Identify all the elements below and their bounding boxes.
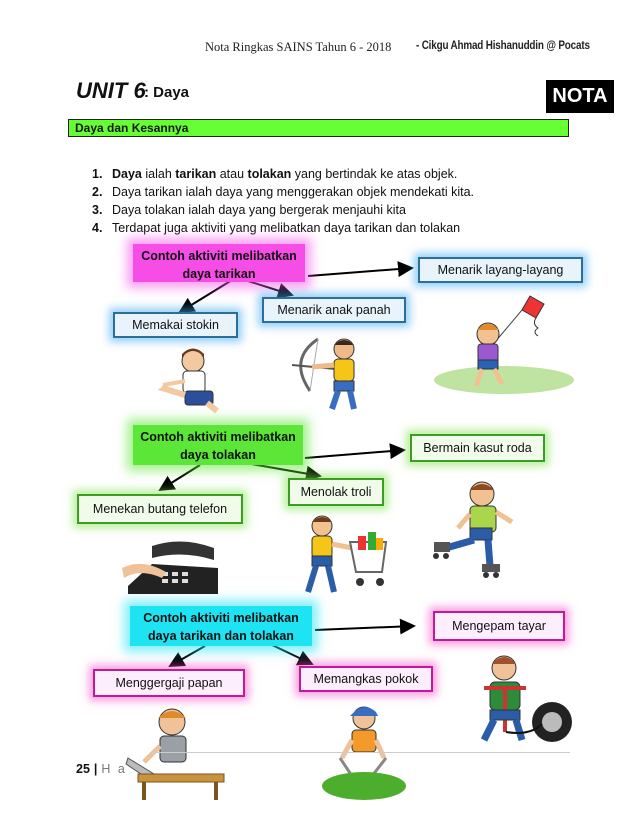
label-menggergaji-papan: Menggergaji papan [93,669,245,697]
archer-boy-illustration [288,335,368,415]
arrow-to-layang [308,268,412,276]
socks-boy-illustration [145,345,225,415]
page-separator: | [93,762,98,776]
section-heading: Daya dan Kesannya [68,119,569,137]
arrow-to-kasut [305,450,404,458]
list-text: Daya tarikan ialah daya yang menggerakan objek mendekati kita. [112,185,475,199]
footer-rule [150,752,570,753]
trolley-boy-illustration [300,512,395,602]
arrow-to-telefon [160,465,200,490]
header-line: Contoh aktiviti melibatkan [141,249,297,263]
label-menolak-troli: Menolak troli [288,478,384,506]
label-memangkas-pokok: Memangkas pokok [299,666,433,692]
label-menarik-layang: Menarik layang-layang [418,257,583,283]
label-butang-telefon: Menekan butang telefon [77,494,243,524]
label-mengepam-tayar: Mengepam tayar [433,611,565,641]
kite-boy-illustration [432,292,577,392]
nota-badge: NOTA [546,80,614,113]
header-kedua [130,606,312,646]
header-line: daya tarikan dan tolakan [148,629,294,643]
arrow-to-pokok [270,644,312,664]
unit-title: UNIT 6 [76,78,146,103]
header-tarikan [133,244,305,282]
telephone-illustration [122,538,222,598]
header-line: daya tarikan [182,267,256,281]
list-number: 1. [92,167,103,181]
list-number: 3. [92,203,103,217]
list-text: Daya tolakan ialah daya yang bergerak menjauhi kita [112,203,406,217]
page-footer [76,762,127,776]
list-number: 4. [92,221,103,235]
list-text: Terdapat juga aktiviti yang melibatkan daya tarikan dan tolakan [112,221,461,235]
arrow-to-tayar [315,626,414,630]
list-number: 2. [92,185,103,199]
page-number: 25 [76,762,90,776]
arrow-to-stokin [180,280,232,312]
header-title: Nota Ringkas SAINS Tahun 6 - 2018 [205,40,392,54]
header-author: - Cikgu Ahmad Hishanuddin @ Pocats [416,40,590,52]
label-menarik-panah: Menarik anak panah [262,297,406,323]
list-text: Daya ialah tarikan atau tolakan yang bertindak ke atas objek. [112,167,458,181]
header-line: daya tolakan [180,448,256,462]
label-kasut-roda: Bermain kasut roda [410,434,545,462]
header-tolakan [133,425,303,465]
roller-boy-illustration [430,478,520,578]
unit-subtitle: : Daya [144,84,190,101]
arrow-to-papan [170,646,205,666]
header-line: Contoh aktiviti melibatkan [143,611,299,625]
label-memakai-stokin: Memakai stokin [113,312,238,338]
tire-pump-illustration [466,652,576,747]
page-word: H a [101,762,127,776]
header-line: Contoh aktiviti melibatkan [140,430,296,444]
